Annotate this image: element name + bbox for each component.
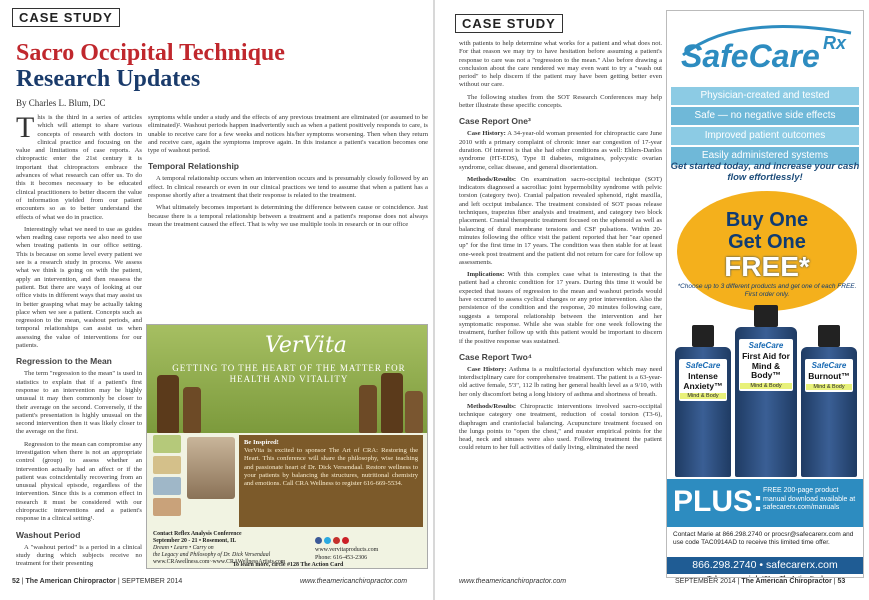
- speaker-portrait: [187, 437, 235, 499]
- case-1-history: Case History: A 34-year-old woman presented for chiropractic care June 2010 with a primary complaint of chronic inner ear congestion of 17-year duration. Of interest is that she had other conditions as well: Ehlers-Danlos syndrome (HT-EDS), Type II diabetes, migraines, polycystic ovarian syndrome, celiac disease, and general disorientation.: [459, 130, 662, 171]
- vervita-ad[interactable]: [146, 324, 428, 569]
- free-text: FREE*: [724, 251, 810, 282]
- benefit-bars: [671, 87, 859, 167]
- page-number: 52: [12, 578, 20, 585]
- thumbnail-image: [153, 435, 181, 453]
- section-heading-washout: Washout Period: [16, 529, 81, 540]
- product-bottle: [183, 387, 201, 433]
- plus-text[interactable]: FREE 200-page product manual download available at safecarerx.com/manuals: [763, 487, 856, 511]
- bottle-subtitle: Mind & Body: [680, 393, 726, 399]
- bottle-cap: [754, 305, 779, 327]
- bottle-subtitle: Mind & Body: [740, 383, 792, 389]
- product-bottle: [359, 385, 377, 433]
- promo-contact: Contact Marie at 866.298.2740 or procsr@safecarerx.com and use code TAC0914AD to receive this limited time offer.: [673, 531, 854, 546]
- safecare-logo: [675, 19, 859, 81]
- action-card-note: [667, 576, 863, 578]
- issue-date: SEPTEMBER 2014: [121, 578, 183, 585]
- bottle-brand: SafeCare: [811, 361, 847, 370]
- left-footer: 52 | The American Chiropractor | SEPTEMBER 2014: [12, 578, 183, 585]
- section-heading-regression: Regression to the Mean: [16, 356, 112, 367]
- intro-paragraph: This is the third in a series of articles which will attempt to share various concepts of research with doctors in clinical practice and focusing on the value and limitations of case reports. As chiropractic enter the 21st century it is important that chiropractors embrace the advances of what research can offer us. To do this it becomes necessary to be educated clinical practitioners to better discern the value of information yielded from our patient encounters so as to better understand the effects of what we do in practice.: [16, 114, 142, 221]
- phone-website-bar[interactable]: 866.298.2740 • safecarerx.com: [667, 557, 863, 574]
- conference-title: Contact Reflex Analysis Conference: [153, 531, 242, 537]
- be-inspired-text: VerVita is excited to sponsor The Art of CRA: Restoring the Heart. This conference will share the philosophy, wise teaching and passionate heart of Dr. Dick Versendaal. Restore wellness to your patients by balancing the structures, nutritional chemistry and emotions. Call CRA Wellness to register 616-669-5534.: [244, 447, 418, 488]
- bottle-product-name: First Aid for Mind & Body™: [742, 351, 790, 380]
- implications: Implications: With this complex case what is interesting is that the patient had a chronic condition for 17 years. During this time it would be expected that issues of regression to the mean and washout periods would have occurred to assess cyclical changes or any prior intervention. Also the persistence of the condition and the response, 20 minutes following care, suggests a temporal relationship between the intervention and her symptomatic response. While she was stable for one week following the treatment, further follow up with this patient would be important to discern if the positive response was sustained.: [459, 271, 662, 345]
- vervita-contact: [315, 537, 425, 562]
- paragraph: A "washout period" is a period in a clinical study during which subjects receive no treatment for their presenting: [16, 543, 142, 568]
- magazine-name: The American Chiropractor: [25, 578, 116, 585]
- left-column-1: [16, 114, 142, 574]
- conference-dates: September 20 - 21 • Rosemont, IL: [153, 538, 237, 544]
- paragraph: Interestingly what we need to use as guides when reading case reports we also need to use when treating patients in our office setting. This is because on some level every patient we see is a research study in process. We assess what we think is going on with the patient, apply an intervention, and then reassess the patient. But there are ways of looking at our office visits in different ways that may assist us in better grasping what may be actually taking place when we see a patient. Concepts such as regression to the mean, washout periods, and temporal relationships can assist us when assessing the value of interventions for our patients.: [16, 225, 142, 350]
- conference-legacy: the Legacy and Philosophy of Dr. Dick Versendaal: [153, 552, 271, 558]
- benefit-bar: Safe — no negative side effects: [671, 107, 859, 125]
- right-footer: SEPTEMBER 2014 | The American Chiropractor | 53: [675, 578, 846, 585]
- byline: By Charles L. Blum, DC: [16, 98, 106, 108]
- product-bottles: [667, 307, 863, 477]
- paragraph: A temporal relationship occurs when an intervention occurs and is presumably closely followed by an effect. In clinical research or even in our clinical practices we tend to assume that when a patient has a response shortly after a treatment that their response is related to the treatment.: [148, 175, 428, 200]
- vervita-logo: VerVita: [265, 333, 347, 358]
- thumbnail-image: [153, 477, 181, 495]
- case-study-tag: CASE STUDY: [455, 14, 563, 33]
- vervita-thumbnails: [153, 435, 183, 519]
- vervita-phone: Phone: 616-453-2306: [315, 554, 368, 561]
- drop-cap: T: [16, 114, 35, 144]
- logo-text-safecare: SafeCare: [681, 38, 820, 74]
- paragraph: symptoms while under a study and the effects of any previous treatment are eliminated (or assumed to be eliminated)². Washout periods happen inadvertently such as when a patient positively responds to care, is unable to receive care for a few weeks and notices his/her symptoms worsening. Then when they return and receive care, again the symptoms improve again. In this instance a patient's vacation becomes one type of washout period.: [148, 114, 428, 155]
- choose-text: *Choose up to 3 different products and get one of each FREE. First order only.: [677, 283, 857, 298]
- conference-info: [153, 531, 313, 566]
- benefit-bar: Physician-created and tested: [671, 87, 859, 105]
- left-page: [0, 0, 434, 600]
- paragraph: The following studies from the SOT Research Conferences may help better illustrate these specific concepts.: [459, 93, 662, 110]
- get-one-text: Get One: [728, 231, 806, 253]
- facebook-icon[interactable]: [315, 537, 322, 544]
- be-inspired-title: Be Inspired!: [244, 439, 279, 446]
- benefit-bar: Improved patient outcomes: [671, 127, 859, 145]
- section-heading-case-1: Case Report One³: [459, 116, 531, 127]
- social-icons: [315, 537, 425, 545]
- logo-text-rx: Rx: [823, 33, 847, 53]
- pinterest-icon[interactable]: [342, 537, 349, 544]
- vervita-tagline: GETTING TO THE HEART OF THE MATTER FOR HEALTH AND VITALITY: [172, 363, 406, 384]
- thumbnail-image: [153, 498, 181, 516]
- youtube-icon[interactable]: [333, 537, 340, 544]
- safecare-ad[interactable]: [666, 10, 864, 578]
- footer-url[interactable]: www.theamericanchiropractor.com: [459, 578, 567, 585]
- buy-one-text: Buy One: [725, 209, 809, 231]
- page-number: 53: [837, 578, 846, 585]
- product-bottle: [735, 327, 797, 477]
- left-column-2: [148, 114, 428, 318]
- paragraph: The term "regression to the mean" is used in statistics to explain that if a patient's first response to an intervention may be highly unusual it may then commonly be closer to their average on the second. Conversely, if the patient's presentation is highly unusual on the second intervention then it was likely closer to the average on the first.: [16, 370, 142, 436]
- twitter-icon[interactable]: [324, 537, 331, 544]
- bottle-cap: [818, 325, 840, 347]
- bottle-label: [805, 359, 853, 392]
- article-title-line-1: Sacro Occipital Technique: [16, 40, 285, 66]
- promo-burst: [677, 191, 857, 311]
- bottle-label: [679, 359, 727, 401]
- bottle-label: [739, 339, 793, 391]
- benefit-bar: Easily administered systems: [671, 147, 859, 165]
- plus-banner: [667, 479, 863, 527]
- product-bottle: [405, 391, 423, 433]
- footer-url[interactable]: www.theamericanchiropractor.com: [300, 578, 408, 585]
- conference-slogan: Dream • Learn • Carry on: [153, 545, 214, 551]
- case-2-methods: Methods/Results: Chiropractic interventions involved sacro-occipital technique category one treatment, reduction of costal torsion (T3-6), diaphragm and craniofacial balancing. Acupuncture treatment focused on the lungs points to "open the chest," and muster empirical points for the head, neck and sinuses were also used. Following treatment the patient could return to her full activities of daily living, eliminated the need: [459, 402, 662, 452]
- case-1-methods: Methods/Results: On examination sacro-occipital technique (SOT) indicators diagnosed a sacroiliac joint hypermobility syndrome with pelvic torsion (category two). Cranial palpation revealed sphenoid, right maxilla, and left occiput imbalance. The treatment consisted of SOT psoas release techniques, trapezius fiber analysis and treatment, and category two block placement. Cranial therapeutic treatment focused on the sphenoid as well as balancing of dural membrane tensions and CSF pulsations. Within 20-minutes following the office visit the patient reported that her "ear opened up" for the first time in 17 years. The condition was then stable for at least one-week post treatment and the patient did not return for care for follow up assessments.: [459, 175, 662, 266]
- bottle-subtitle: Mind & Body: [806, 384, 852, 390]
- conference-urls[interactable]: www.CRAwellness.com~www.CRAWellnessArtists.com: [153, 559, 286, 565]
- bottle-product-name: Intense Anxiety™: [683, 371, 723, 391]
- article-title-line-2: Research Updates: [16, 66, 201, 92]
- issue-date: SEPTEMBER 2014: [675, 578, 736, 585]
- paragraph: Regression to the mean can compromise any investigation when there is not an appropriate control (group) to assess whether an intervention actually had an affect or if the patient was coincidentally recovering from an unusual physical episode, regardless of the intervention. Since this is a common effect in research it must be considered with our chiropractic interventions and a patient's response in a clinical setting¹.: [16, 440, 142, 523]
- be-inspired-box: [239, 435, 423, 527]
- thumbnail-image: [153, 456, 181, 474]
- action-card-note: To learn more, circle #128 The Action Card: [232, 562, 344, 568]
- product-bottle: [675, 347, 731, 477]
- bottle-brand: SafeCare: [685, 361, 721, 370]
- bottle-product-name: Burnout™: [808, 371, 850, 381]
- bottle-cap: [692, 325, 714, 347]
- bottle-brand: SafeCare: [748, 341, 784, 350]
- paragraph: with patients to help determine what works for a patient and what does not. For that reason we may try to have hesitation before assuming a patient's response to care was not a "regression to the mean." Also before drawing a conclusion about the care rendered we may even want to try a "wash out period" to help discern if the patient may have been getting better even without our care.: [459, 40, 662, 89]
- paragraph: What ultimately becomes important is determining the difference between cause or coincidence. Just because there is a temporal relationship between a treatment and a patient's response does not always mean the treatment caused the effect. That is why we use multiple tools in research or in our office: [148, 204, 428, 228]
- plus-label: PLUS:: [673, 485, 763, 518]
- section-heading-temporal: Temporal Relationship: [148, 161, 239, 172]
- magazine-name: The American Chiropractor: [741, 578, 832, 585]
- right-column-1: [459, 40, 662, 574]
- get-started-text: Get started today, and increase your cash flow effortlessly!: [670, 161, 860, 183]
- case-2-history: Case History: Asthma is a multifactorial dysfunction which may need interdisciplinary care for comprehensive treatment. The patient is a 63-year-old active female, 5'3", 112 lb rating her general health level as a 9/10, with her only discomfort being a long history of asthma and shortness of breath.: [459, 365, 662, 398]
- section-heading-case-2: Case Report Two⁴: [459, 351, 533, 362]
- product-bottle: [801, 347, 857, 477]
- vervita-website[interactable]: www.vervitaproducts.com: [315, 547, 379, 554]
- case-study-tag: CASE STUDY: [12, 8, 120, 27]
